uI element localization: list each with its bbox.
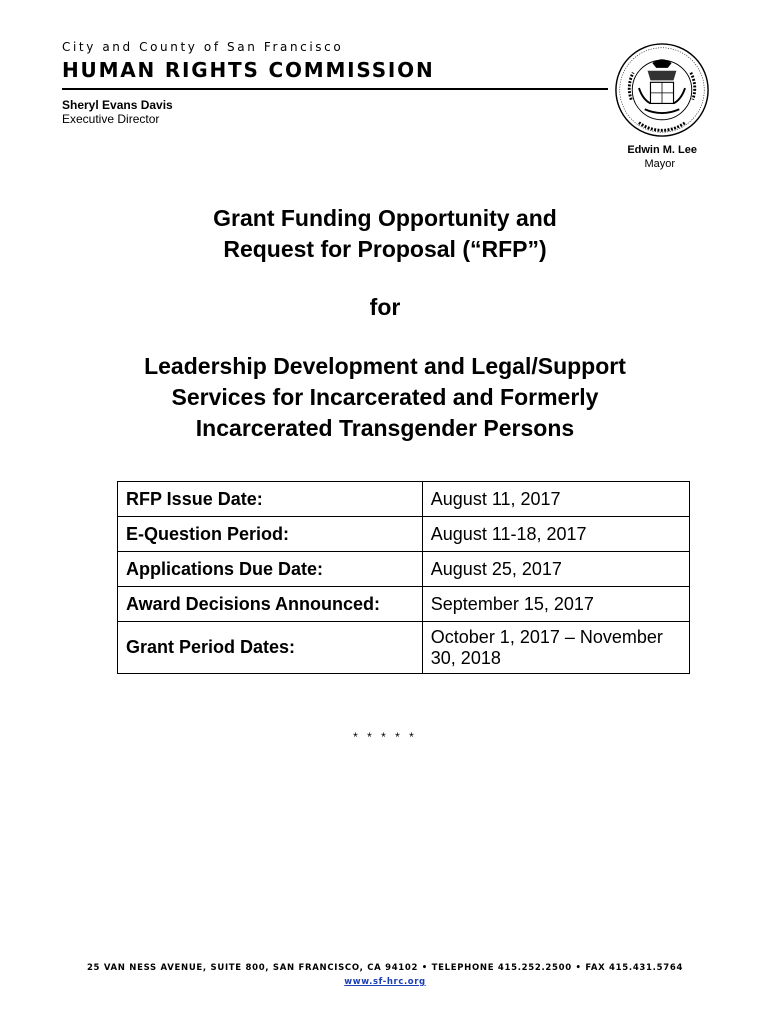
- title-line: Request for Proposal (“RFP”): [223, 236, 547, 262]
- table-row: [118, 517, 690, 552]
- date-value: August 11, 2017: [422, 482, 689, 517]
- header-rule: [62, 88, 608, 90]
- date-value: October 1, 2017 – November 30, 2018: [422, 622, 689, 674]
- table-row: [118, 622, 690, 674]
- section-separator: * * * * *: [353, 730, 417, 744]
- date-value: September 15, 2017: [422, 587, 689, 622]
- date-label: Award Decisions Announced:: [118, 587, 423, 622]
- city-line: City and County of San Francisco: [62, 40, 344, 54]
- program-title: [0, 351, 770, 444]
- date-label: Applications Due Date:: [118, 552, 423, 587]
- title-line: Incarcerated Transgender Persons: [195, 415, 575, 441]
- footer-website-link[interactable]: www.sf-hrc.org: [344, 977, 426, 987]
- title-line: Grant Funding Opportunity and: [213, 205, 557, 231]
- table-row: [118, 552, 690, 587]
- mayor-title: Mayor: [644, 158, 675, 170]
- title-line: Services for Incarcerated and Formerly: [171, 384, 599, 410]
- table-row: [118, 482, 690, 517]
- date-label: RFP Issue Date:: [118, 482, 423, 517]
- date-value: August 11-18, 2017: [422, 517, 689, 552]
- table-row: [118, 587, 690, 622]
- date-label: Grant Period Dates:: [118, 622, 423, 674]
- director-name: Sheryl Evans Davis: [62, 98, 173, 112]
- city-seal-icon: [614, 42, 710, 138]
- title-for: for: [369, 294, 401, 320]
- commission-name: HUMAN RIGHTS COMMISSION: [62, 58, 435, 82]
- footer-address: 25 VAN NESS AVENUE, SUITE 800, SAN FRANCISCO, CA 94102 • TELEPHONE 415.252.2500 • FAX 415.431.5764: [86, 963, 684, 973]
- document-title: [0, 203, 770, 265]
- date-label: E-Question Period:: [118, 517, 423, 552]
- title-line: Leadership Development and Legal/Support: [144, 353, 626, 379]
- mayor-name: Edwin M. Lee: [627, 144, 697, 156]
- director-title: Executive Director: [62, 112, 160, 126]
- date-value: August 25, 2017: [422, 552, 689, 587]
- key-dates-table: [117, 481, 690, 674]
